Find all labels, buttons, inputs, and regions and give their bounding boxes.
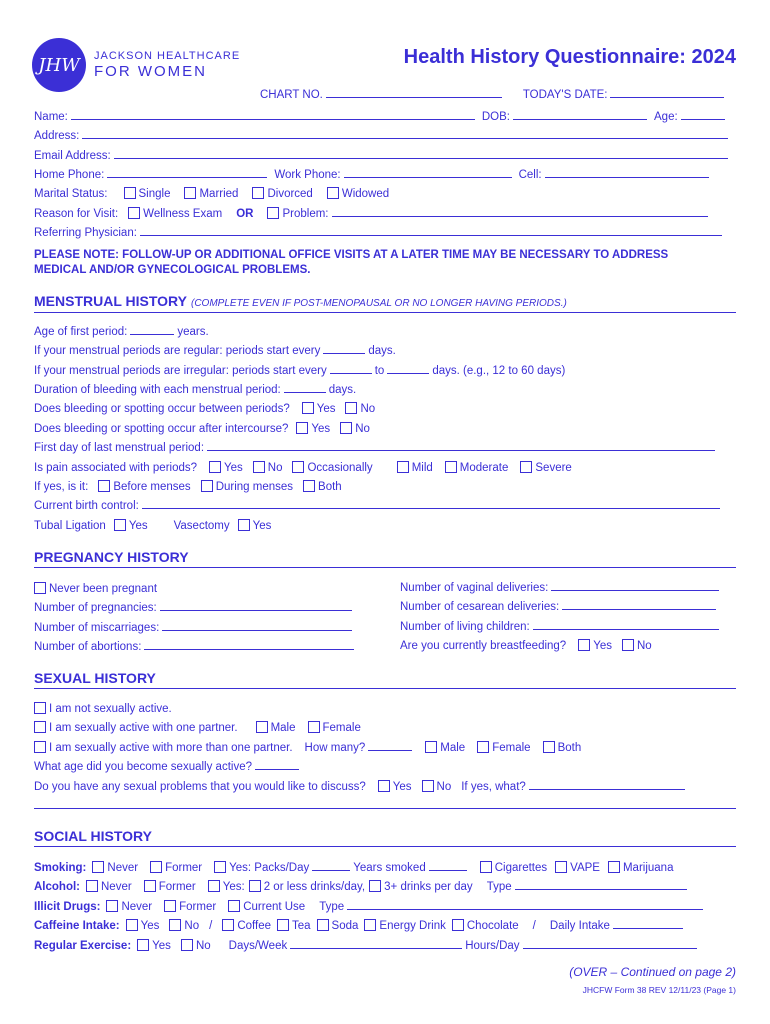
soda-label: Soda — [331, 920, 359, 932]
sexual-section-title: SEXUAL HISTORY — [34, 670, 156, 686]
pregnancies-label: Number of pregnancies: — [34, 602, 157, 614]
menstrual-title: MENSTRUAL HISTORY — [34, 293, 187, 309]
not-active-label: I am not sexually active. — [49, 703, 172, 715]
pain-mild-label: Mild — [411, 462, 433, 474]
smoking-former-label: Former — [165, 862, 203, 874]
caffeine-yes-checkbox[interactable] — [126, 919, 138, 931]
logo — [32, 38, 241, 94]
birth-control-label: Current birth control: — [34, 500, 139, 512]
miscarriages-field[interactable] — [162, 630, 352, 631]
reason-row — [34, 204, 711, 220]
dob-label: DOB: — [481, 111, 510, 123]
social-rule — [34, 846, 736, 847]
more-both-label: Both — [557, 742, 582, 754]
alcohol-label: Alcohol: — [34, 881, 80, 893]
how-many-field[interactable] — [368, 750, 412, 751]
pain-no-checkbox[interactable] — [253, 461, 265, 473]
between-periods-label: Does bleeding or spotting occur between periods? — [34, 403, 290, 415]
divorced-checkbox[interactable] — [252, 187, 264, 199]
living-label: Number of living children: — [400, 621, 530, 633]
living-field[interactable] — [533, 629, 719, 630]
problems-label: Do you have any sexual problems that you would like to discuss? — [34, 781, 366, 793]
widowed-label: Widowed — [341, 188, 390, 200]
alcohol-never-checkbox[interactable] — [86, 880, 98, 892]
one-partner-female-checkbox[interactable] — [308, 721, 320, 733]
not-active-row — [34, 699, 172, 715]
after-no-label: No — [355, 423, 370, 435]
caffeine-slash-2: / — [532, 920, 536, 932]
phone-row — [34, 165, 712, 181]
regular-row — [34, 341, 396, 357]
vasectomy-checkbox[interactable] — [238, 519, 250, 531]
more-both-checkbox[interactable] — [543, 741, 555, 753]
problems-yes-checkbox[interactable] — [378, 780, 390, 792]
pain-yes-checkbox[interactable] — [209, 461, 221, 473]
last-period-field[interactable] — [207, 450, 715, 451]
illicit-never-checkbox[interactable] — [106, 900, 118, 912]
note-line1: PLEASE NOTE: FOLLOW-UP OR ADDITIONAL OFFICE VISITS AT A LATER TIME MAY BE NECESSARY TO ADDRESS — [34, 249, 669, 261]
coffee-checkbox[interactable] — [222, 919, 234, 931]
during-menses-checkbox[interactable] — [201, 480, 213, 492]
cigarettes-checkbox[interactable] — [480, 861, 492, 873]
office-note — [34, 248, 668, 278]
vaginal-field[interactable] — [551, 590, 719, 591]
breastfeeding-label: Are you currently breastfeeding? — [400, 640, 567, 652]
dob-field[interactable] — [513, 119, 647, 120]
alcohol-type-field[interactable] — [515, 889, 687, 890]
one-partner-male-label: Male — [270, 722, 296, 734]
sterilization-row — [34, 516, 271, 532]
pain-severe-checkbox[interactable] — [520, 461, 532, 473]
tubal-yes-label: Yes — [128, 520, 148, 532]
three-plus-label: 3+ drinks per day — [384, 881, 473, 893]
daily-intake-field[interactable] — [613, 928, 683, 929]
daily-intake-label: Daily Intake — [549, 920, 610, 932]
physician-row — [34, 223, 725, 239]
pain-moderate-label: Moderate — [459, 462, 509, 474]
two-less-label: 2 or less drinks/day, — [263, 881, 366, 893]
pain-timing-label: If yes, is it: — [34, 481, 89, 493]
first-period-label: Age of first period: — [34, 326, 128, 338]
logo-monogram: JHW — [38, 54, 80, 76]
problem-checkbox[interactable] — [267, 207, 279, 219]
problems-no-checkbox[interactable] — [422, 780, 434, 792]
marital-row — [34, 184, 389, 200]
tubal-checkbox[interactable] — [114, 519, 126, 531]
age-active-label: What age did you become sexually active? — [34, 761, 252, 773]
exercise-label: Regular Exercise: — [34, 940, 132, 952]
pain-no-label: No — [267, 462, 283, 474]
pain-mild-checkbox[interactable] — [397, 461, 409, 473]
email-field[interactable] — [114, 158, 728, 159]
regular-days-field[interactable] — [323, 353, 365, 354]
menstrual-section-title — [34, 293, 567, 309]
alcohol-type-label: Type — [486, 881, 512, 893]
todays-date-label: TODAY'S DATE: — [522, 89, 608, 101]
regular-days-label: days. — [368, 345, 396, 357]
years-label: years. — [177, 326, 209, 338]
never-pregnant-checkbox[interactable] — [34, 582, 46, 594]
email-row — [34, 146, 731, 162]
cigarettes-label: Cigarettes — [494, 862, 548, 874]
reason-label: Reason for Visit: — [34, 208, 119, 220]
address-field[interactable] — [82, 138, 728, 139]
vasectomy-label: Vasectomy — [173, 520, 230, 532]
vape-checkbox[interactable] — [555, 861, 567, 873]
duration-label: Duration of bleeding with each menstrual period: — [34, 384, 281, 396]
one-partner-label: I am sexually active with one partner. — [49, 722, 238, 734]
caffeine-no-checkbox[interactable] — [169, 919, 181, 931]
smoking-label: Smoking: — [34, 862, 87, 874]
chart-row — [260, 85, 727, 101]
caffeine-row — [34, 916, 686, 932]
page-title: Health History Questionnaire: 2024 — [403, 46, 736, 68]
abortions-row — [34, 637, 357, 653]
irregular-to-label: to — [374, 365, 385, 377]
tea-label: Tea — [292, 920, 311, 932]
living-row — [400, 617, 722, 633]
exercise-yes-label: Yes — [152, 940, 171, 952]
exercise-no-checkbox[interactable] — [181, 939, 193, 951]
irregular-from-field[interactable] — [330, 373, 372, 374]
address-row — [34, 126, 731, 142]
name-label: Name: — [34, 111, 68, 123]
single-checkbox[interactable] — [124, 187, 136, 199]
married-label: Married — [199, 188, 239, 200]
physician-field[interactable] — [140, 235, 722, 236]
smoking-never-checkbox[interactable] — [92, 861, 104, 873]
never-pregnant-row — [34, 579, 157, 595]
tubal-label: Tubal Ligation — [34, 520, 106, 532]
irregular-days-label: days. (e.g., 12 to 60 days) — [432, 365, 566, 377]
birth-control-row — [34, 496, 723, 512]
miscarriages-label: Number of miscarriages: — [34, 622, 160, 634]
continued-note: (OVER – Continued on page 2) — [569, 965, 736, 979]
illicit-former-label: Former — [179, 901, 217, 913]
years-smoked-label: Years smoked — [353, 862, 426, 874]
cell-label: Cell: — [518, 169, 542, 181]
vape-label: VAPE — [570, 862, 600, 874]
one-partner-female-label: Female — [322, 722, 361, 734]
illicit-label: Illicit Drugs: — [34, 901, 101, 913]
problems-extra-line[interactable] — [34, 808, 736, 809]
last-period-row — [34, 438, 718, 454]
both-label: Both — [318, 481, 342, 493]
abortions-field[interactable] — [144, 649, 354, 650]
irregular-to-field[interactable] — [387, 373, 429, 374]
after-yes-checkbox[interactable] — [296, 422, 308, 434]
pain-occasionally-label: Occasionally — [307, 462, 373, 474]
between-periods-row — [34, 399, 375, 415]
packs-field[interactable] — [312, 870, 350, 871]
vasectomy-yes-label: Yes — [252, 520, 272, 532]
soda-checkbox[interactable] — [317, 919, 329, 931]
age-label: Age: — [654, 111, 678, 123]
pain-yes-label: Yes — [224, 462, 243, 474]
sexual-rule — [34, 688, 736, 689]
hours-day-field[interactable] — [523, 948, 697, 949]
packs-label: Yes: Packs/Day — [229, 862, 310, 874]
first-period-row — [34, 322, 209, 338]
more-partners-label: I am sexually active with more than one partner. — [49, 742, 293, 754]
exercise-row — [34, 936, 700, 952]
days-week-label: Days/Week — [228, 940, 288, 952]
logo-circle — [32, 38, 86, 92]
one-partner-male-checkbox[interactable] — [256, 721, 268, 733]
social-section-title: SOCIAL HISTORY — [34, 828, 152, 844]
smoking-yes-checkbox[interactable] — [214, 861, 226, 873]
work-phone-field[interactable] — [344, 177, 512, 178]
cesarean-label: Number of cesarean deliveries: — [400, 601, 560, 613]
address-label: Address: — [34, 130, 80, 142]
caffeine-yes-label: Yes — [140, 920, 160, 932]
work-phone-label: Work Phone: — [274, 169, 341, 181]
breastfeeding-no-checkbox[interactable] — [622, 639, 634, 651]
home-phone-field[interactable] — [107, 177, 267, 178]
days-week-field[interactable] — [290, 948, 462, 949]
regular-label: If your menstrual periods are regular: periods start every — [34, 345, 321, 357]
physician-label: Referring Physician: — [34, 227, 137, 239]
wellness-checkbox[interactable] — [128, 207, 140, 219]
more-male-checkbox[interactable] — [425, 741, 437, 753]
alcohol-former-label: Former — [158, 881, 196, 893]
more-partners-row — [34, 738, 581, 754]
duration-row — [34, 380, 356, 396]
logo-line2: FOR WOMEN — [94, 63, 207, 80]
alcohol-former-checkbox[interactable] — [144, 880, 156, 892]
first-period-field[interactable] — [130, 334, 174, 335]
never-pregnant-label: Never been pregnant — [49, 583, 158, 595]
widowed-checkbox[interactable] — [327, 187, 339, 199]
todays-date-field[interactable] — [610, 97, 724, 98]
before-menses-checkbox[interactable] — [98, 480, 110, 492]
exercise-yes-checkbox[interactable] — [137, 939, 149, 951]
smoking-never-label: Never — [107, 862, 139, 874]
smoking-former-checkbox[interactable] — [150, 861, 162, 873]
marijuana-checkbox[interactable] — [608, 861, 620, 873]
alcohol-row — [34, 877, 690, 893]
if-yes-field[interactable] — [529, 789, 685, 790]
name-row — [34, 107, 728, 123]
problem-field[interactable] — [332, 216, 708, 217]
illicit-never-label: Never — [121, 901, 153, 913]
one-partner-checkbox[interactable] — [34, 721, 46, 733]
marijuana-label: Marijuana — [622, 862, 674, 874]
how-many-label: How many? — [304, 742, 366, 754]
problems-row — [34, 777, 688, 793]
if-yes-label: If yes, what? — [461, 781, 526, 793]
irregular-label: If your menstrual periods are irregular: periods start every — [34, 365, 327, 377]
note-line2: MEDICAL AND/OR GYNECOLOGICAL PROBLEMS. — [34, 264, 311, 276]
breastfeeding-yes-checkbox[interactable] — [578, 639, 590, 651]
illicit-current-checkbox[interactable] — [228, 900, 240, 912]
age-active-field[interactable] — [255, 769, 299, 770]
problem-label: Problem: — [282, 208, 329, 220]
pain-severe-label: Severe — [535, 462, 572, 474]
breastfeeding-yes-label: Yes — [593, 640, 612, 652]
three-plus-checkbox[interactable] — [369, 880, 381, 892]
age-field[interactable] — [681, 119, 725, 120]
miscarriages-row — [34, 618, 355, 634]
alcohol-never-label: Never — [101, 881, 132, 893]
one-partner-row — [34, 718, 361, 734]
chocolate-checkbox[interactable] — [452, 919, 464, 931]
pregnancy-rule — [34, 567, 736, 568]
home-phone-label: Home Phone: — [34, 169, 105, 181]
caffeine-slash: / — [209, 920, 213, 932]
more-male-label: Male — [440, 742, 466, 754]
duration-days-label: days. — [328, 384, 357, 396]
caffeine-no-label: No — [184, 920, 200, 932]
after-intercourse-label: Does bleeding or spotting occur after intercourse? — [34, 423, 289, 435]
logo-line1: JACKSON HEALTHCARE — [94, 50, 241, 62]
problems-yes-label: Yes — [392, 781, 412, 793]
energy-label: Energy Drink — [379, 920, 446, 932]
problems-no-label: No — [436, 781, 452, 793]
divorced-label: Divorced — [267, 188, 313, 200]
tea-checkbox[interactable] — [277, 919, 289, 931]
name-field[interactable] — [71, 119, 475, 120]
pregnancies-field[interactable] — [160, 610, 352, 611]
after-intercourse-row — [34, 419, 370, 435]
abortions-label: Number of abortions: — [34, 641, 142, 653]
illicit-type-label: Type — [319, 901, 345, 913]
more-female-label: Female — [492, 742, 531, 754]
during-menses-label: During menses — [215, 481, 294, 493]
between-yes-checkbox[interactable] — [302, 402, 314, 414]
pain-label: Is pain associated with periods? — [34, 462, 198, 474]
illicit-current-label: Current Use — [243, 901, 306, 913]
breastfeeding-row — [400, 636, 652, 652]
caffeine-label: Caffeine Intake: — [34, 920, 120, 932]
cesarean-row — [400, 597, 719, 613]
pregnancies-row — [34, 598, 355, 614]
years-smoked-field[interactable] — [429, 870, 467, 871]
between-no-checkbox[interactable] — [345, 402, 357, 414]
not-active-checkbox[interactable] — [34, 702, 46, 714]
chart-no-label: CHART NO. — [260, 89, 323, 101]
pain-row — [34, 458, 572, 474]
chart-no-field[interactable] — [326, 97, 502, 98]
breastfeeding-no-label: No — [636, 640, 652, 652]
email-label: Email Address: — [34, 150, 111, 162]
menstrual-rule — [34, 312, 736, 313]
coffee-label: Coffee — [237, 920, 271, 932]
smoking-row — [34, 858, 673, 874]
more-partners-checkbox[interactable] — [34, 741, 46, 753]
between-yes-label: Yes — [316, 403, 336, 415]
wellness-label: Wellness Exam — [143, 208, 223, 220]
more-female-checkbox[interactable] — [477, 741, 489, 753]
last-period-label: First day of last menstrual period: — [34, 442, 205, 454]
after-no-checkbox[interactable] — [340, 422, 352, 434]
energy-checkbox[interactable] — [364, 919, 376, 931]
alcohol-yes-checkbox[interactable] — [208, 880, 220, 892]
pain-moderate-checkbox[interactable] — [445, 461, 457, 473]
illicit-row — [34, 897, 706, 913]
both-checkbox[interactable] — [303, 480, 315, 492]
age-active-row — [34, 757, 302, 773]
cell-field[interactable] — [545, 177, 709, 178]
pain-timing-row — [34, 477, 342, 493]
birth-control-field[interactable] — [142, 508, 720, 509]
between-no-label: No — [360, 403, 376, 415]
vaginal-row — [400, 578, 722, 594]
duration-field[interactable] — [284, 392, 326, 393]
or-label: OR — [236, 208, 254, 220]
irregular-row — [34, 361, 565, 377]
alcohol-yes-label: Yes: — [222, 881, 245, 893]
exercise-no-label: No — [195, 940, 211, 952]
menstrual-subtitle: (COMPLETE EVEN IF POST-MENOPAUSAL OR NO LONGER HAVING PERIODS.) — [190, 298, 567, 309]
before-menses-label: Before menses — [113, 481, 191, 493]
pregnancy-section-title: PREGNANCY HISTORY — [34, 549, 189, 565]
pain-occasionally-checkbox[interactable] — [292, 461, 304, 473]
illicit-former-checkbox[interactable] — [164, 900, 176, 912]
hours-day-label: Hours/Day — [465, 940, 520, 952]
two-less-checkbox[interactable] — [249, 880, 261, 892]
married-checkbox[interactable] — [184, 187, 196, 199]
single-label: Single — [138, 188, 171, 200]
form-id: JHCFW Form 38 REV 12/11/23 (Page 1) — [582, 985, 736, 995]
after-yes-label: Yes — [311, 423, 331, 435]
chocolate-label: Chocolate — [466, 920, 519, 932]
marital-label: Marital Status: — [34, 188, 108, 200]
vaginal-label: Number of vaginal deliveries: — [400, 582, 549, 594]
cesarean-field[interactable] — [562, 609, 716, 610]
illicit-type-field[interactable] — [347, 909, 703, 910]
